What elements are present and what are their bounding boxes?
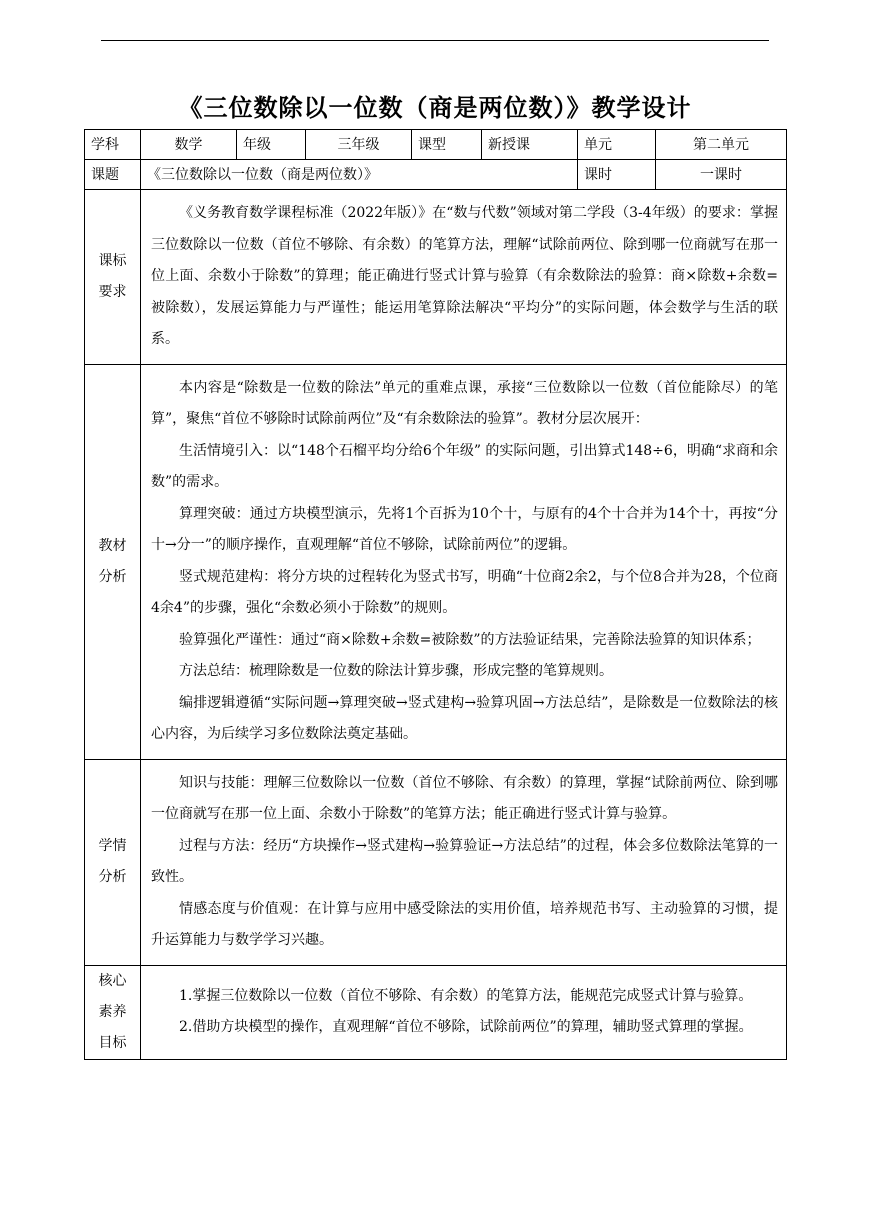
topic-row bbox=[85, 160, 787, 190]
label-line: 分析 bbox=[98, 869, 127, 885]
label-line: 课标 bbox=[98, 252, 127, 269]
topic-label: 课题 bbox=[85, 160, 141, 190]
label-line: 素养 bbox=[98, 1003, 127, 1020]
header-rule bbox=[101, 40, 769, 41]
paragraph: 验算强化严谨性：通过“商×除数+余数=被除数”的方法验证结果，完善除法验算的知识体系； bbox=[179, 631, 761, 648]
unit-value: 第二单元 bbox=[656, 130, 787, 160]
label-line: 目标 bbox=[98, 1034, 127, 1051]
lesson-type-label: 课型 bbox=[412, 130, 482, 160]
section-content bbox=[141, 965, 787, 1059]
section-label bbox=[85, 759, 141, 965]
section-content bbox=[141, 759, 787, 965]
paragraph: 本内容是“除数是一位数的除法”单元的重难点课，承接“三位数除以一位数（首位能除尽）的笔算”，聚焦“首位不够除时试除前两位”及“有余数除法的验算”。教材分层次展开： bbox=[151, 379, 778, 427]
hours-label: 课时 bbox=[578, 160, 656, 190]
label-line: 核心 bbox=[98, 972, 127, 989]
section-row-textbook bbox=[85, 364, 787, 759]
label-line: 学情 bbox=[98, 838, 127, 854]
label-line: 分析 bbox=[98, 568, 127, 585]
subject-value: 数学 bbox=[141, 130, 237, 160]
section-row-objectives bbox=[85, 965, 787, 1059]
section-row-standards bbox=[85, 190, 787, 365]
paragraph: 竖式规范建构：将分方块的过程转化为竖式书写，明确“十位商2余2，与个位8合并为28，个位商4余4”的步骤，强化“余数必须小于除数”的规则。 bbox=[151, 568, 778, 616]
paragraph: 编排逻辑遵循“实际问题→算理突破→竖式建构→验算巩固→方法总结”，是除数是一位数除法的核心内容，为后续学习多位数除法奠定基础。 bbox=[151, 694, 778, 742]
paragraph: 知识与技能：理解三位数除以一位数（首位不够除、有余数）的算理，掌握“试除前两位、除到哪一位商就写在那一位上面、余数小于除数”的笔算方法；能正确进行竖式计算与验算。 bbox=[151, 774, 778, 822]
label-line: 教材 bbox=[98, 537, 127, 554]
paragraph: 2.借助方块模型的操作，直观理解“首位不够除，试除前两位”的算理，辅助竖式算理的掌握。 bbox=[179, 1019, 753, 1035]
section-row-learners bbox=[85, 759, 787, 965]
paragraph: 过程与方法：经历“方块操作→竖式建构→验算验证→方法总结”的过程，体会多位数除法笔算的一致性。 bbox=[151, 837, 778, 885]
subject-label: 学科 bbox=[85, 130, 141, 160]
paragraph: 《义务教育数学课程标准（2022年版）》在“数与代数”领域对第二学段（3-4年级）的要求：掌握三位数除以一位数（首位不够除、有余数）的笔算方法，理解“试除前两位、除到哪一位商就写在那一位上面、余数小于除数”的算理；能正确进行竖式计算与验算（有余数除法的验算：商×除数+余数=被除数），发展运算能力与严谨性；能运用笔算除法解决“平均分”的实际问题，体会数学与生活的联系。 bbox=[151, 205, 778, 347]
section-label bbox=[85, 965, 141, 1059]
paragraph: 算理突破：通过方块模型演示，先将1个百拆为10个十，与原有的4个十合并为14个十，再按“分十→分一”的顺序操作，直观理解“首位不够除，试除前两位”的逻辑。 bbox=[151, 505, 778, 553]
section-content bbox=[141, 364, 787, 759]
paragraph: 生活情境引入：以“148个石榴平均分给6个年级” 的实际问题，引出算式148÷6，明确“求商和余数”的需求。 bbox=[151, 442, 778, 490]
grade-label: 年级 bbox=[237, 130, 306, 160]
label-line: 要求 bbox=[98, 283, 127, 300]
paragraph: 方法总结：梳理除数是一位数的除法计算步骤，形成完整的笔算规则。 bbox=[179, 663, 613, 679]
section-label bbox=[85, 190, 141, 365]
hours-value: 一课时 bbox=[656, 160, 787, 190]
lesson-type-value: 新授课 bbox=[482, 130, 578, 160]
section-content bbox=[141, 190, 787, 365]
lesson-plan-table bbox=[84, 129, 787, 1060]
paragraph: 情感态度与价值观：在计算与应用中感受除法的实用价值，培养规范书写、主动验算的习惯，提升运算能力与数学学习兴趣。 bbox=[151, 900, 778, 948]
section-label bbox=[85, 364, 141, 759]
info-row bbox=[85, 130, 787, 160]
unit-label: 单元 bbox=[578, 130, 656, 160]
document-title: 《三位数除以一位数（商是两位数）》教学设计 bbox=[178, 94, 692, 122]
grade-value: 三年级 bbox=[306, 130, 412, 160]
paragraph: 1.掌握三位数除以一位数（首位不够除、有余数）的笔算方法，能规范完成竖式计算与验算。 bbox=[179, 987, 753, 1004]
topic-value: 《三位数除以一位数（商是两位数）》 bbox=[141, 160, 578, 190]
